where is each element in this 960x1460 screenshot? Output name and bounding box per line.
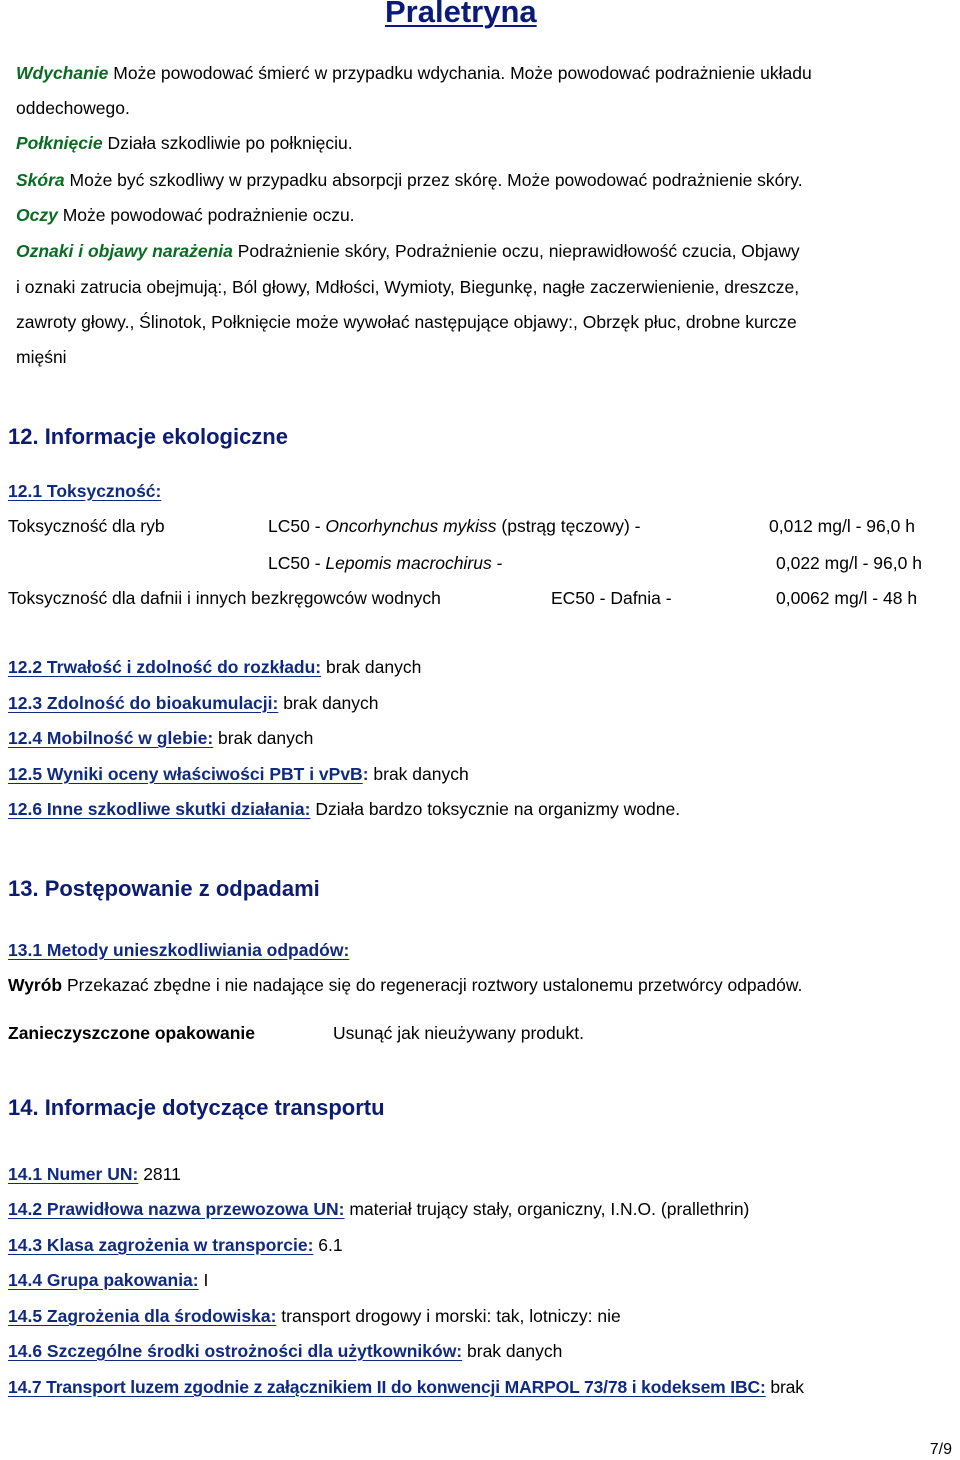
subsection-13-1-heading: 13.1 Metody unieszkodliwiania odpadów: [8,940,350,960]
symptoms-line-1 [16,241,800,262]
fish-test-1 [268,516,641,537]
subsection-14-2-value: materiał trujący stały, organiczny, I.N.O. (prallethrin) [344,1199,750,1219]
eyes-label: Oczy [16,205,58,225]
daphnia-test: EC50 - Dafnia - [551,588,672,608]
symptoms-text-1: Podrażnienie skóry, Podrażnienie oczu, nieprawidłowość czucia, Objawy [232,241,800,261]
product-disposal-line [8,975,802,996]
subsection-12-5-colon: : [362,764,369,784]
fish-test-2-post: - [491,553,503,573]
subsection-14-3 [8,1235,343,1256]
subsection-12-3-value: brak danych [278,693,379,713]
inhalation-text-cont: oddechowego. [16,98,130,118]
skin-label: Skóra [16,170,65,190]
fish-species-1: Oncorhynchus mykiss [325,516,497,536]
subsection-14-6 [8,1341,562,1362]
subsection-12-5-value: brak danych [368,764,469,784]
packaging-disposal-text: Usunąć jak nieużywany produkt. [333,1023,584,1043]
packaging-disposal-label: Zanieczyszczone opakowanie [8,1023,256,1043]
product-disposal-label: Wyrób [8,975,63,995]
fish-species-2: Lepomis macrochirus [325,553,492,573]
subsection-14-7-label: 14.7 Transport luzem zgodnie z załącznikiem II do konwencji MARPOL 73/78 i kodeksem IBC: [8,1377,766,1397]
page-number: 7/9 [929,1441,952,1458]
ingestion-label: Połknięcie [16,133,103,153]
ingestion-line [16,133,353,154]
fish-value-2: 0,022 mg/l - 96,0 h [776,553,922,573]
subsection-14-7-value: brak [765,1377,804,1397]
section-14-heading: 14. Informacje dotyczące transportu [8,1095,385,1120]
subsection-14-2-label: 14.2 Prawidłowa nazwa przewozowa UN: [8,1199,345,1219]
subsection-12-3-label: 12.3 Zdolność do bioakumulacji: [8,693,279,713]
fish-test-2 [268,553,502,574]
subsection-14-4-label: 14.4 Grupa pakowania: [8,1270,199,1290]
eyes-text: Może powodować podrażnienie oczu. [57,205,355,225]
subsection-14-6-value: brak danych [462,1341,563,1361]
subsection-14-1 [8,1164,181,1185]
subsection-12-2 [8,657,421,678]
subsection-12-5 [8,764,469,785]
subsection-14-2 [8,1199,749,1220]
subsection-14-5-value: transport drogowy i morski: tak, lotniczy: nie [276,1306,621,1326]
subsection-12-5-label: 12.5 Wyniki oceny właściwości PBT i vPvB [8,764,363,784]
subsection-14-5-label: 14.5 Zagrożenia dla środowiska: [8,1306,277,1326]
ingestion-text: Działa szkodliwie po połknięciu. [102,133,353,153]
symptoms-line-3: zawroty głowy., Ślinotok, Połknięcie może wywołać następujące objawy:, Obrzęk płuc, drobne kurcze [16,312,797,332]
fish-test-2-pre: LC50 - [268,553,326,573]
daphnia-toxicity-label: Toksyczność dla dafnii i innych bezkręgowców wodnych [8,588,441,608]
subsection-14-1-label: 14.1 Numer UN: [8,1164,139,1184]
subsection-14-4-value: I [198,1270,209,1290]
skin-line [16,170,803,191]
fish-test-1-pre: LC50 - [268,516,326,536]
inhalation-text: Może powodować śmierć w przypadku wdychania. Może powodować podrażnienie układu [108,63,812,83]
subsection-14-3-value: 6.1 [313,1235,343,1255]
subsection-14-1-value: 2811 [138,1164,181,1184]
subsection-12-6 [8,799,680,820]
subsection-12-4 [8,728,313,749]
subsection-12-6-value: Działa bardzo toksycznie na organizmy wodne. [310,799,681,819]
skin-text: Może być szkodliwy w przypadku absorpcji przez skórę. Może powodować podrażnienie skóry. [64,170,803,190]
subsection-14-6-label: 14.6 Szczególne środki ostrożności dla użytkowników: [8,1341,463,1361]
eyes-line [16,205,355,226]
subsection-14-5 [8,1306,621,1327]
subsection-12-4-label: 12.4 Mobilność w glebie: [8,728,214,748]
product-disposal-text: Przekazać zbędne i nie nadające się do regeneracji roztwory ustalonemu przetwórcy odpadów. [62,975,803,995]
fish-test-1-post: (pstrąg tęczowy) - [496,516,641,536]
section-13-heading: 13. Postępowanie z odpadami [8,876,320,901]
subsection-12-2-label: 12.2 Trwałość i zdolność do rozkładu: [8,657,322,677]
document-title: Praletryna [385,0,537,29]
subsection-12-6-label: 12.6 Inne szkodliwe skutki działania: [8,799,311,819]
subsection-14-3-label: 14.3 Klasa zagrożenia w transporcie: [8,1235,314,1255]
subsection-14-7 [8,1377,804,1398]
fish-toxicity-label: Toksyczność dla ryb [8,516,165,536]
symptoms-line-4: mięśni [16,347,67,367]
symptoms-label: Oznaki i objawy narażenia [16,241,233,261]
subsection-12-2-value: brak danych [321,657,422,677]
daphnia-value: 0,0062 mg/l - 48 h [776,588,918,608]
subsection-12-4-value: brak danych [213,728,314,748]
section-12-heading: 12. Informacje ekologiczne [8,424,288,449]
inhalation-line [16,63,812,84]
symptoms-line-2: i oznaki zatrucia obejmują:, Ból głowy, Mdłości, Wymioty, Biegunkę, nagłe zaczerwienienie, dreszcze, [16,277,800,297]
inhalation-label: Wdychanie [16,63,109,83]
subsection-12-3 [8,693,379,714]
fish-value-1: 0,012 mg/l - 96,0 h [769,516,915,536]
subsection-14-4 [8,1270,208,1291]
subsection-12-1-heading: 12.1 Toksyczność: [8,481,162,501]
